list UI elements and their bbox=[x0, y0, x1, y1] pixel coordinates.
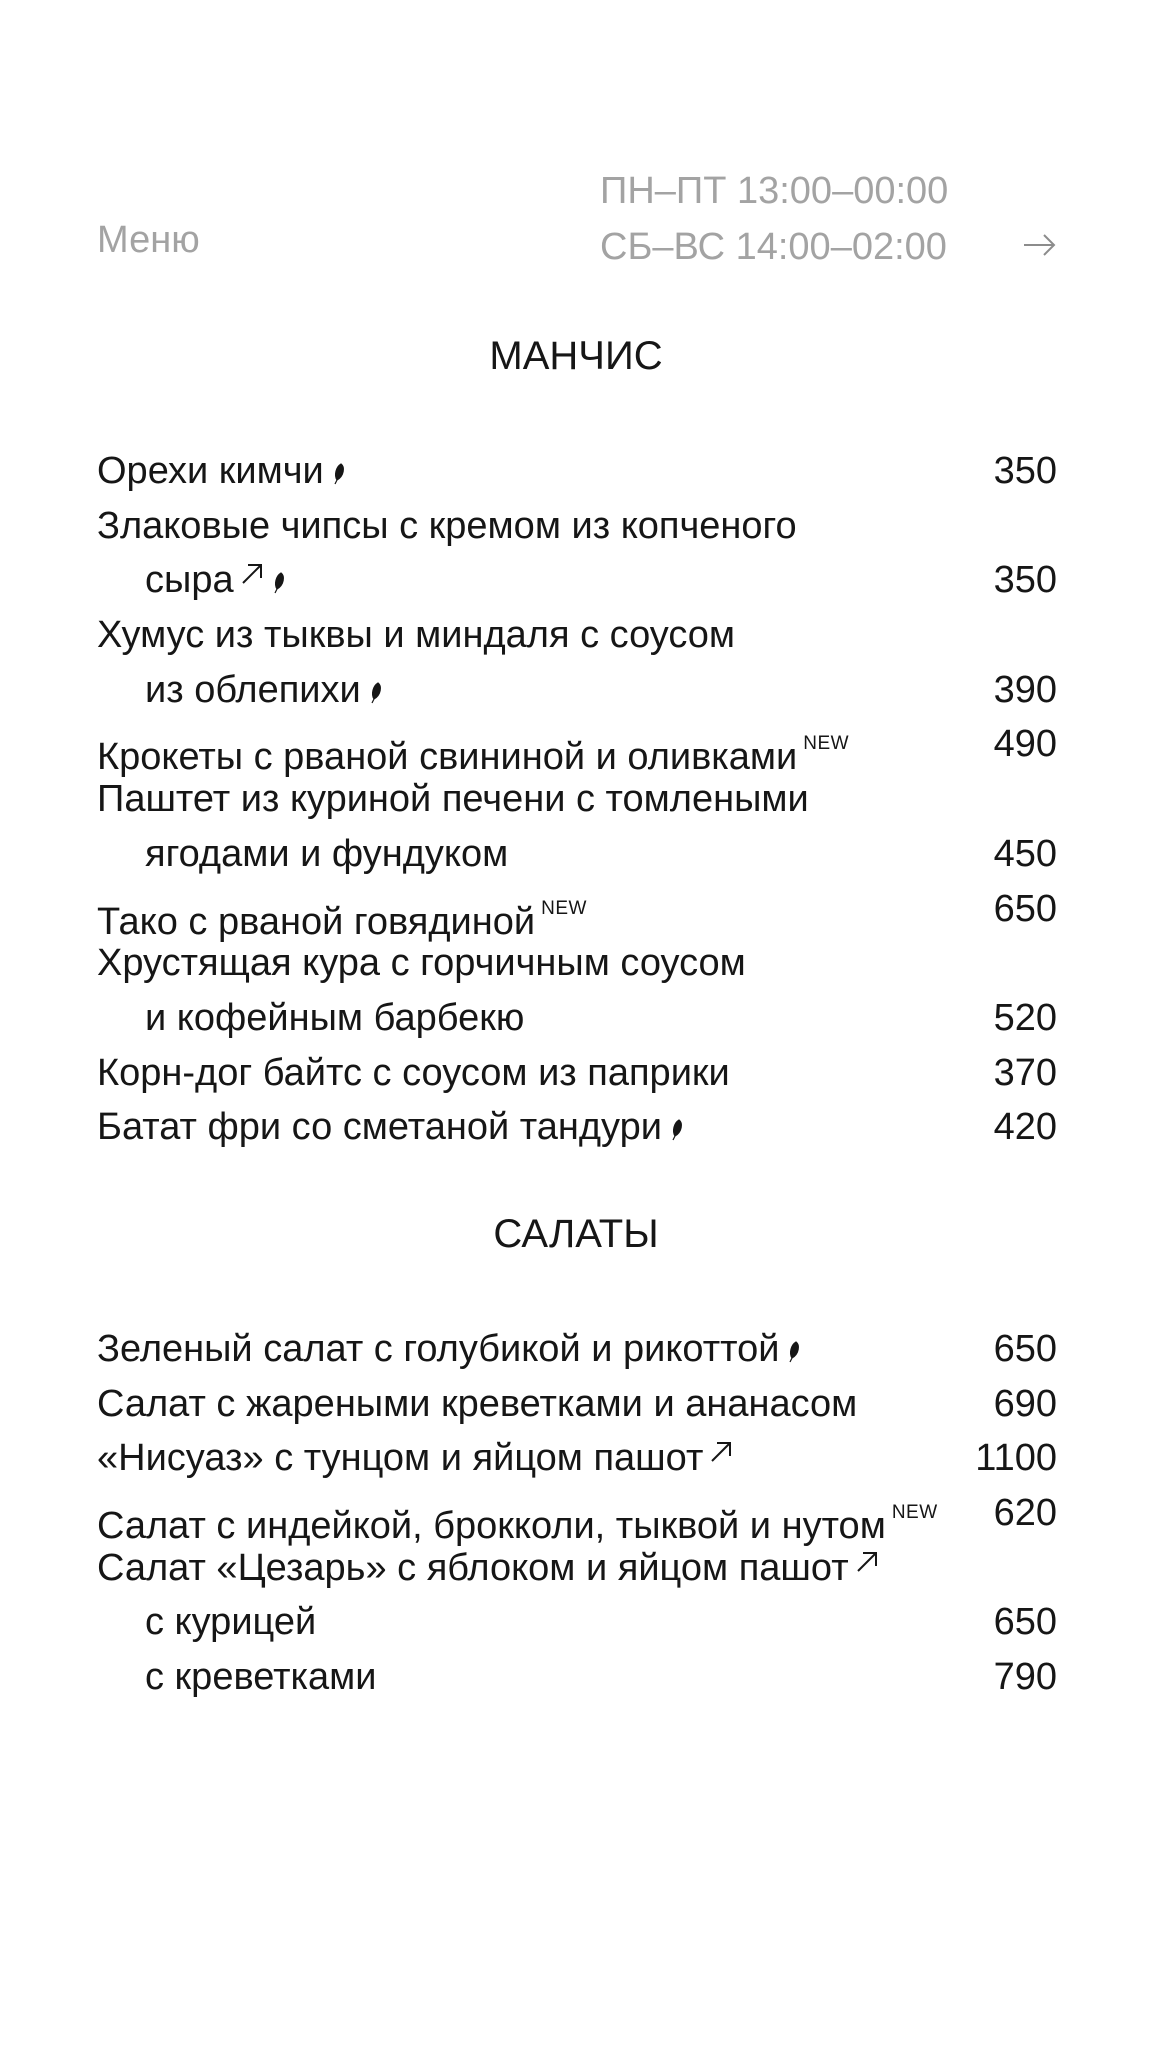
leaf-icon bbox=[332, 461, 346, 485]
munchies-list bbox=[97, 444, 1057, 1155]
new-badge: NEW bbox=[891, 1502, 938, 1524]
menu-item-price: 450 bbox=[993, 832, 1057, 875]
arrow-right-icon[interactable] bbox=[1020, 225, 1060, 265]
menu-item-price: 650 bbox=[993, 887, 1057, 930]
menu-item-name: Злаковые чипсы с кремом из копченого bbox=[97, 504, 797, 547]
option-label: с курицей bbox=[145, 1601, 317, 1644]
menu-item-line bbox=[97, 1431, 1057, 1486]
menu-item-line bbox=[97, 991, 1057, 1046]
menu-item-line bbox=[97, 499, 1057, 554]
menu-item-name: Салат с жареными креветками и ананасом bbox=[97, 1382, 858, 1425]
menu-item-name: Салат с индейкой, брокколи, тыквой и нутом bbox=[97, 1505, 886, 1548]
menu-item-price: 650 bbox=[993, 1328, 1057, 1370]
leaf-icon bbox=[272, 570, 286, 594]
menu-item[interactable] bbox=[97, 772, 1057, 881]
menu-item[interactable] bbox=[97, 1046, 1057, 1101]
menu-item-name: из облепихи bbox=[145, 668, 361, 711]
menu-item-line bbox=[97, 717, 1057, 779]
menu-item-name: Корн-дог байтс с соусом из паприки bbox=[97, 1051, 730, 1094]
menu-item-name: сыра bbox=[145, 559, 234, 602]
menu-item-price: 350 bbox=[993, 450, 1057, 492]
menu-item-name: Салат «Цезарь» с яблоком и яйцом пашот bbox=[97, 1546, 849, 1589]
menu-item-line bbox=[97, 1377, 1057, 1432]
menu-item[interactable] bbox=[97, 936, 1057, 1045]
option-label: с креветками bbox=[145, 1656, 377, 1699]
menu-item-name: «Нисуаз» с тунцом и яйцом пашот bbox=[97, 1437, 704, 1480]
hours-weekdays: ПН–ПТ 13:00–00:00 bbox=[600, 170, 949, 212]
menu-item-name: Хрустящая кура с горчичным соусом bbox=[97, 942, 746, 985]
menu-item-name: Зеленый салат с голубикой и рикоттой bbox=[97, 1328, 780, 1370]
menu-item[interactable] bbox=[97, 882, 1057, 943]
menu-item-line bbox=[97, 553, 1057, 608]
menu-item-line bbox=[97, 608, 1057, 663]
opening-hours bbox=[600, 163, 948, 275]
menu-item-option[interactable] bbox=[97, 1650, 1057, 1705]
menu-item[interactable] bbox=[97, 1541, 1057, 1705]
menu-item-price: 490 bbox=[993, 723, 1057, 766]
menu-item-price: 690 bbox=[993, 1382, 1057, 1425]
menu-item-name: Крокеты с рваной свининой и оливками bbox=[97, 736, 798, 779]
menu-link[interactable]: Меню bbox=[97, 219, 200, 261]
new-badge: NEW bbox=[803, 733, 850, 755]
menu-item-line bbox=[97, 444, 1057, 499]
menu-item-line bbox=[97, 1046, 1057, 1101]
external-link-icon[interactable] bbox=[855, 1550, 879, 1574]
section-title-munchies: МАНЧИС bbox=[489, 334, 663, 378]
menu-item-name: ягодами и фундуком bbox=[145, 832, 509, 875]
menu-item[interactable] bbox=[97, 717, 1057, 779]
menu-item-price: 390 bbox=[993, 668, 1057, 711]
section-title-salads: САЛАТЫ bbox=[493, 1212, 659, 1256]
menu-item-line bbox=[97, 827, 1057, 882]
menu-item-price: 1100 bbox=[975, 1437, 1057, 1480]
menu-item-line bbox=[97, 1541, 1057, 1596]
menu-item[interactable] bbox=[97, 1377, 1057, 1432]
menu-item-line bbox=[97, 1322, 1057, 1377]
menu-item-price: 620 bbox=[993, 1492, 1057, 1535]
menu-item-price: 370 bbox=[993, 1051, 1057, 1094]
menu-item[interactable] bbox=[97, 608, 1057, 717]
option-price: 790 bbox=[993, 1656, 1057, 1699]
menu-item[interactable] bbox=[97, 444, 1057, 499]
menu-item-name: Тако с рваной говядиной bbox=[97, 900, 536, 943]
menu-item-price: 420 bbox=[993, 1106, 1057, 1149]
menu-item[interactable] bbox=[97, 499, 1057, 608]
menu-item-option[interactable] bbox=[97, 1595, 1057, 1650]
leaf-icon bbox=[369, 680, 383, 704]
menu-item[interactable] bbox=[97, 1322, 1057, 1377]
menu-item-line bbox=[97, 1100, 1057, 1155]
menu-item-line bbox=[97, 936, 1057, 991]
menu-item-line bbox=[97, 882, 1057, 943]
hours-weekend: СБ–ВС 14:00–02:00 bbox=[600, 226, 947, 268]
external-link-icon[interactable] bbox=[709, 1440, 733, 1464]
menu-item[interactable] bbox=[97, 1431, 1057, 1486]
option-price: 650 bbox=[993, 1601, 1057, 1644]
menu-item-name: и кофейным барбекю bbox=[145, 996, 525, 1039]
menu-item-name: Орехи кимчи bbox=[97, 450, 324, 492]
menu-item-price: 350 bbox=[993, 559, 1057, 602]
menu-item[interactable] bbox=[97, 1486, 1057, 1548]
menu-item-line bbox=[97, 663, 1057, 718]
salads-list bbox=[97, 1322, 1057, 1705]
menu-item-name: Хумус из тыквы и миндаля с соусом bbox=[97, 614, 736, 657]
leaf-icon bbox=[787, 1339, 801, 1363]
menu-item-line bbox=[97, 1486, 1057, 1548]
external-link-icon[interactable] bbox=[240, 562, 264, 586]
leaf-icon bbox=[670, 1117, 684, 1141]
menu-item-line bbox=[97, 772, 1057, 827]
menu-item-name: Батат фри со сметаной тандури bbox=[97, 1106, 662, 1149]
menu-item-name: Паштет из куриной печени с томлеными bbox=[97, 778, 809, 821]
new-badge: NEW bbox=[541, 897, 587, 919]
header bbox=[0, 0, 1152, 300]
menu-item-price: 520 bbox=[993, 996, 1057, 1039]
menu-item[interactable] bbox=[97, 1100, 1057, 1155]
